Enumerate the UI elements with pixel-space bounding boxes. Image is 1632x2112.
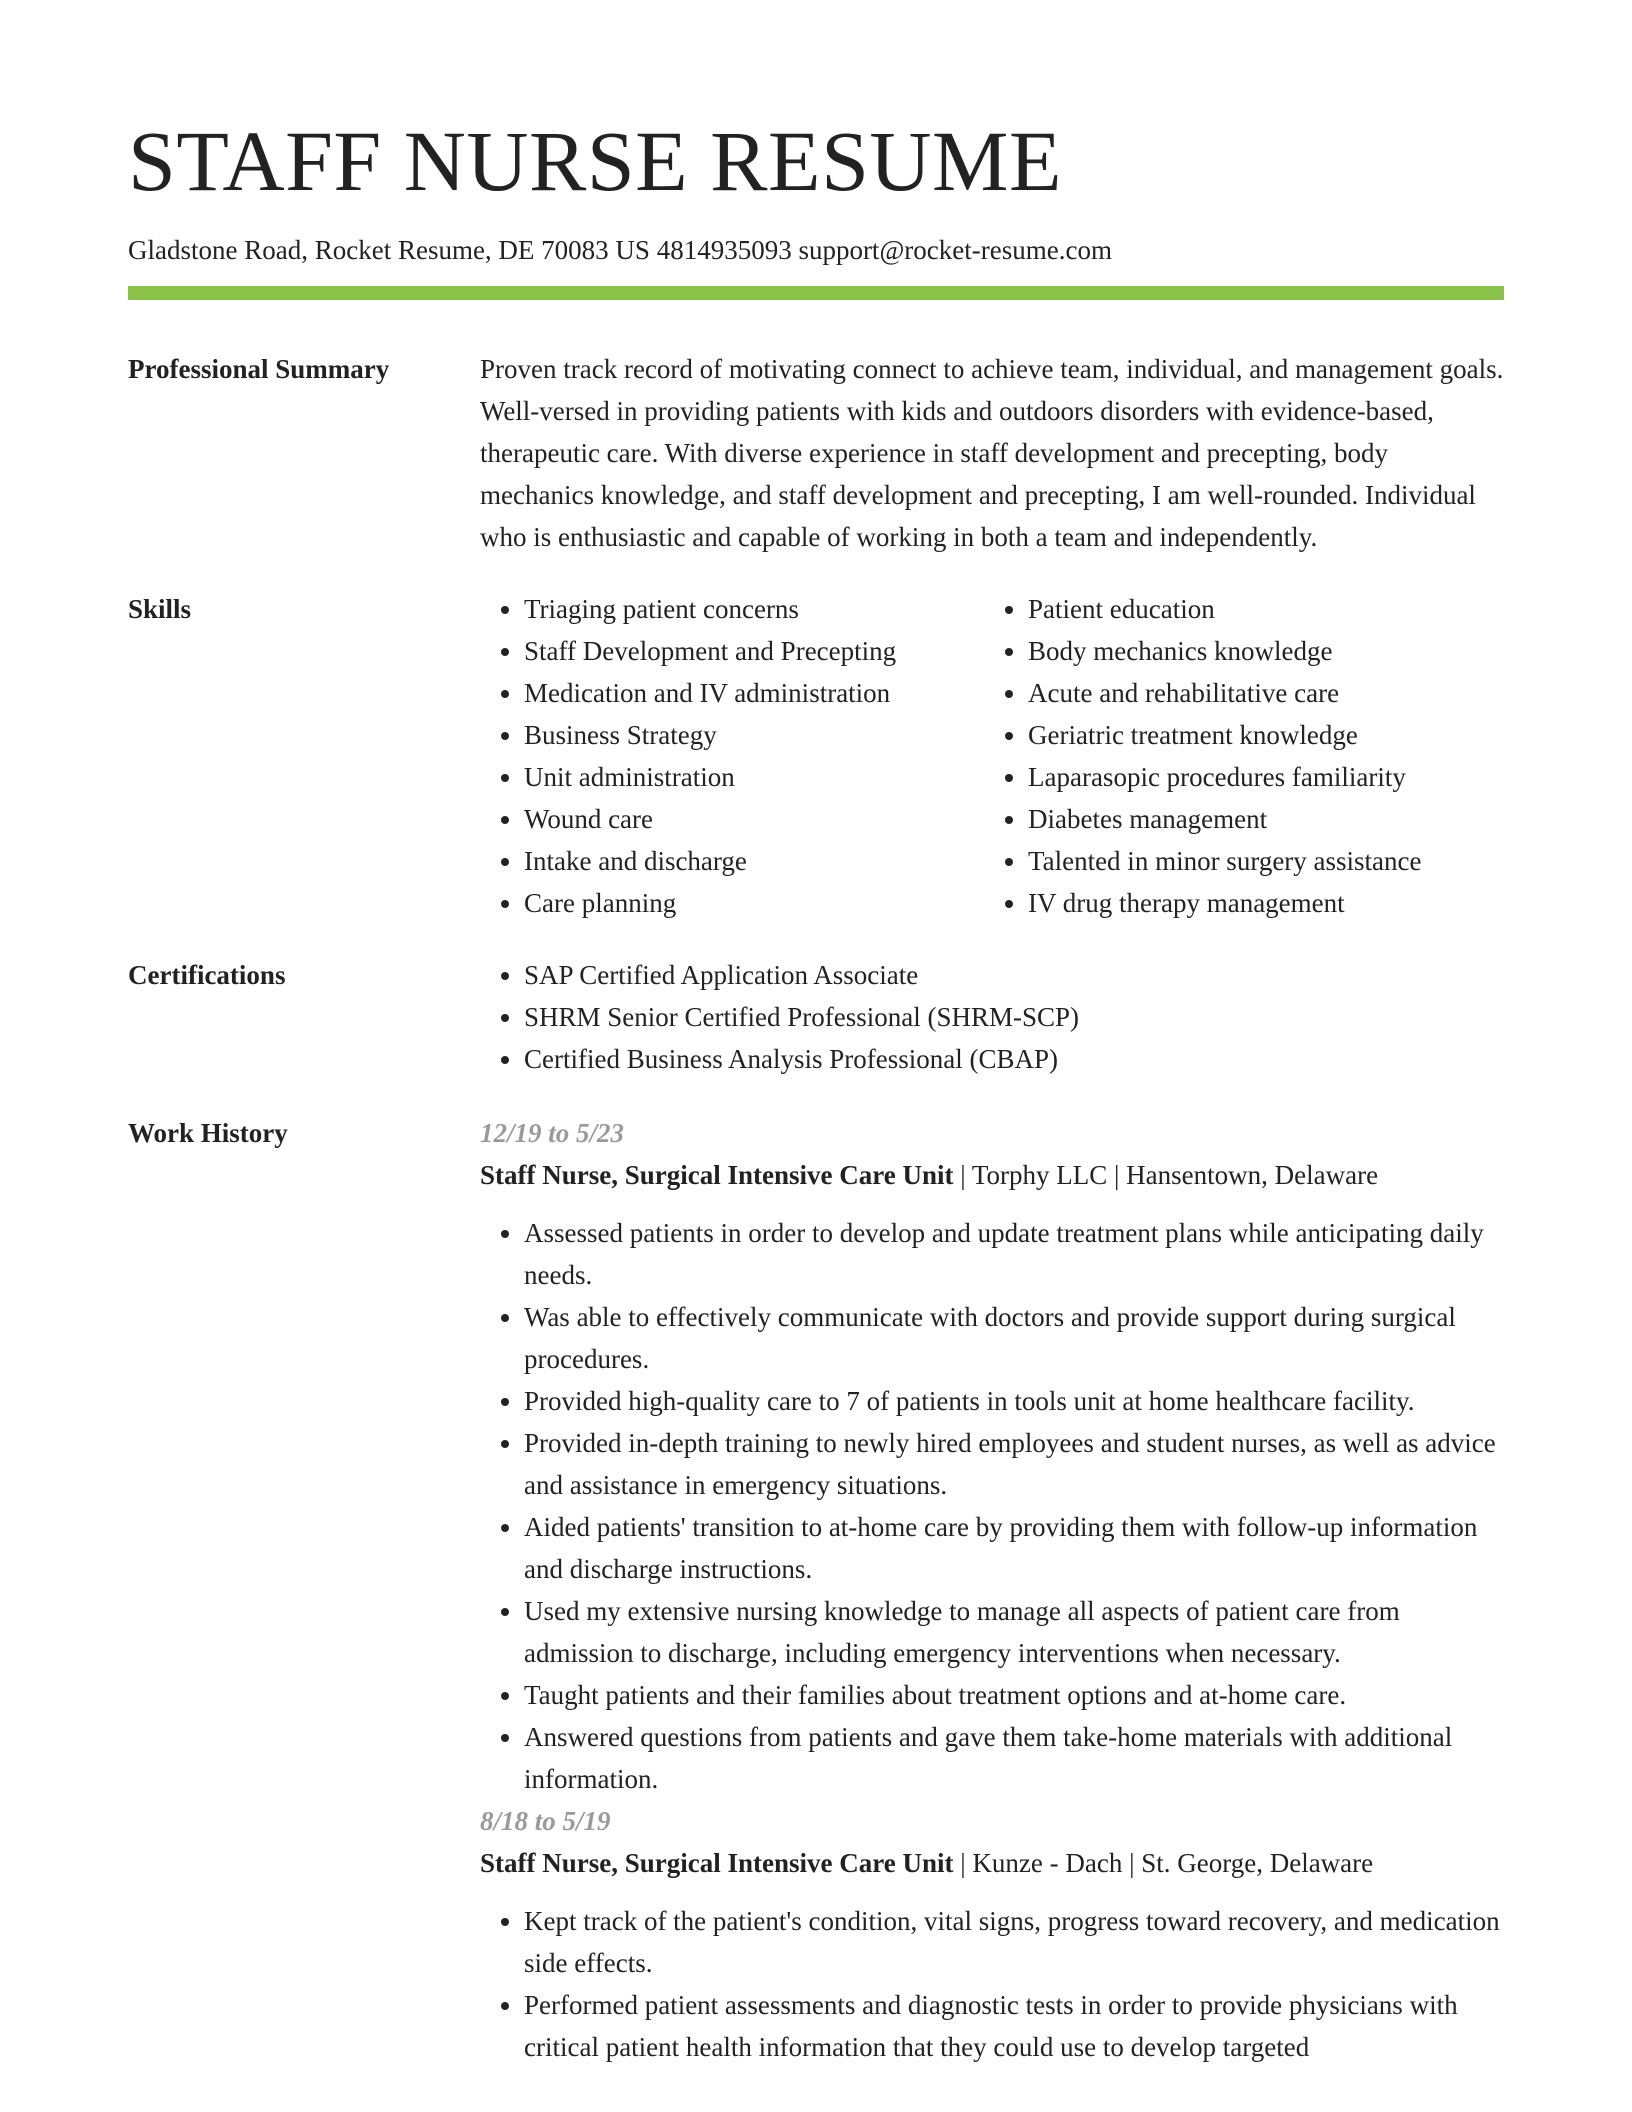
skill-item: • Medication and IV administration <box>524 672 984 714</box>
skill-item: • Triaging patient concerns <box>524 588 984 630</box>
job-duty: • Aided patients' transition to at-home care by providing them with follow-up information and discharge instructions. <box>524 1506 1504 1590</box>
job-duty: • Provided high-quality care to 7 of patients in tools unit at home healthcare facility. <box>524 1380 1504 1422</box>
skill-item: • Geriatric treatment knowledge <box>1028 714 1488 756</box>
job-duty: • Answered questions from patients and gave them take-home materials with additional information. <box>524 1716 1504 1800</box>
skills-list-right <box>984 588 1488 924</box>
job-duty: • Used my extensive nursing knowledge to manage all aspects of patient care from admission to discharge, including emergency interventions when necessary. <box>524 1590 1504 1674</box>
job-duty: • Provided in-depth training to newly hired employees and student nurses, as well as advice and assistance in emergency situations. <box>524 1422 1504 1506</box>
job-dates: 12/19 to 5/23 <box>480 1118 625 1148</box>
contact-info: Gladstone Road, Rocket Resume, DE 70083 US 4814935093 support@rocket-resume.com <box>128 235 1112 265</box>
certification-item: • SHRM Senior Certified Professional (SHRM-SCP) <box>524 996 1504 1038</box>
skill-item: • Diabetes management <box>1028 798 1488 840</box>
job-duty: • Kept track of the patient's condition, vital signs, progress toward recovery, and medication side effects. <box>524 1900 1504 1984</box>
skill-item: • Acute and rehabilitative care <box>1028 672 1488 714</box>
work-history-section <box>128 1112 1504 2068</box>
certification-item: • Certified Business Analysis Professional (CBAP) <box>524 1038 1504 1080</box>
certification-item: • SAP Certified Application Associate <box>524 954 1504 996</box>
skill-item: • Wound care <box>524 798 984 840</box>
skill-item: • Laparasopic procedures familiarity <box>1028 756 1488 798</box>
job-heading <box>480 1842 1504 1884</box>
skill-item: • Care planning <box>524 882 984 924</box>
job-heading <box>480 1154 1504 1196</box>
job-duty: • Performed patient assessments and diagnostic tests in order to provide physicians with critical patient health information that they could use to develop targeted <box>524 1984 1504 2068</box>
job-entry <box>480 1800 1504 2068</box>
section-label-work-history: Work History <box>128 1118 288 1148</box>
certifications-list <box>480 954 1504 1080</box>
summary-text: Proven track record of motivating connect to achieve team, individual, and management goals. Well-versed in providing patients with kids and outdoors disorders with evidence-based, therapeutic care. With diverse experience in staff development and precepting, body mechanics knowledge, and staff development and precepting, I am well-rounded. Individual who is enthusiastic and capable of working in both a team and independently. <box>480 354 1504 552</box>
summary-section <box>128 348 1504 558</box>
job-company-location: | Torphy LLC | Hansentown, Delaware <box>953 1160 1379 1190</box>
skill-item: • Patient education <box>1028 588 1488 630</box>
skill-item: • Unit administration <box>524 756 984 798</box>
job-duties-list <box>480 1212 1504 1800</box>
skills-section <box>128 588 1504 924</box>
certifications-section <box>128 954 1504 1080</box>
job-dates: 8/18 to 5/19 <box>480 1806 611 1836</box>
skill-item: • Staff Development and Precepting <box>524 630 984 672</box>
skill-item: • IV drug therapy management <box>1028 882 1488 924</box>
job-duty: • Was able to effectively communicate with doctors and provide support during surgical procedures. <box>524 1296 1504 1380</box>
skill-item: • Talented in minor surgery assistance <box>1028 840 1488 882</box>
skills-list-left <box>480 588 984 924</box>
job-title: Staff Nurse, Surgical Intensive Care Unit <box>480 1848 954 1878</box>
job-company-location: | Kunze - Dach | St. George, Delaware <box>953 1848 1374 1878</box>
job-duty: • Assessed patients in order to develop and update treatment plans while anticipating daily needs. <box>524 1212 1504 1296</box>
accent-divider <box>128 286 1504 300</box>
resume-title: STAFF NURSE RESUME <box>128 113 1063 209</box>
job-duty: • Taught patients and their families about treatment options and at-home care. <box>524 1674 1504 1716</box>
job-title: Staff Nurse, Surgical Intensive Care Unit <box>480 1160 954 1190</box>
job-entry <box>480 1112 1504 1800</box>
job-duties-list <box>480 1900 1504 2068</box>
skill-item: • Business Strategy <box>524 714 984 756</box>
section-label-certifications: Certifications <box>128 960 286 990</box>
skill-item: • Intake and discharge <box>524 840 984 882</box>
section-label-skills: Skills <box>128 594 192 624</box>
section-label-summary: Professional Summary <box>128 354 390 384</box>
skill-item: • Body mechanics knowledge <box>1028 630 1488 672</box>
